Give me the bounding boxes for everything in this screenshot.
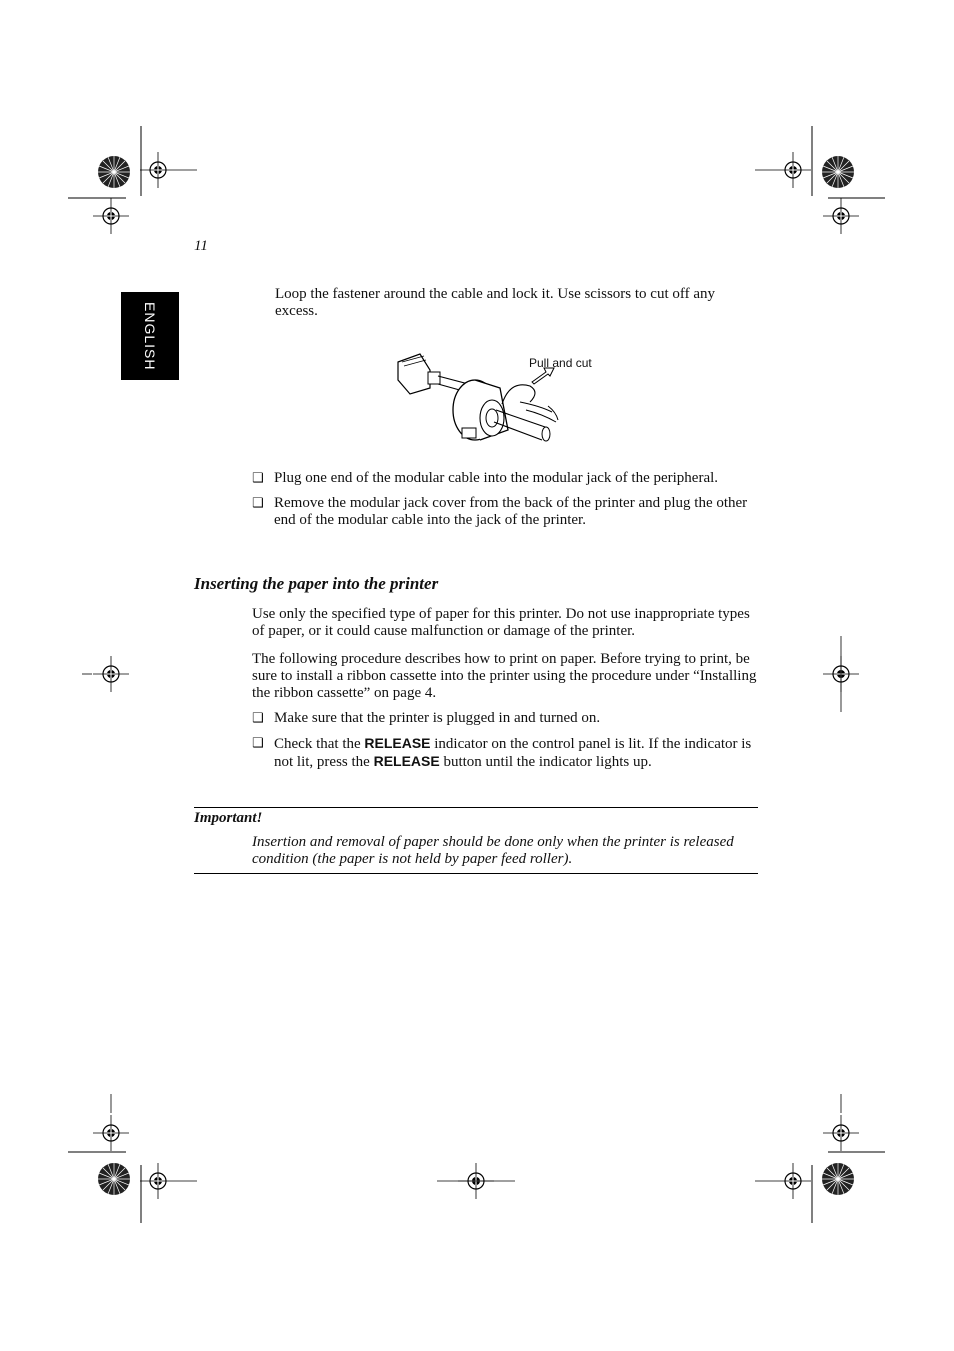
step-text-part: indicator on the control panel is lit. If the indicator is not lit, press the — [274, 736, 752, 770]
list-item-text: Remove the modular jack cover from the back of the printer and plug the other end of the modular cable into the jack of the printer. — [274, 495, 748, 528]
step-text-part: button until the indicator lights up. — [439, 754, 652, 770]
important-body: Insertion and removal of paper should be done only when the printer is released condition (the paper is not held by paper feed roller). — [252, 834, 734, 867]
paper-type-paragraph: Use only the specified type of paper for this printer. Do not use inappropriate types of paper, or it could cause malfunction or damage of the printer. — [252, 606, 750, 639]
paper-steps-list — [252, 710, 762, 779]
language-tab — [121, 292, 179, 380]
cable-illustration — [380, 340, 630, 460]
list-item-text: Plug one end of the modular cable into the modular jack of the peripheral. — [274, 470, 719, 486]
important-bottom-rule — [194, 873, 758, 874]
important-title: Important! — [194, 810, 263, 826]
checkbox-bullet-icon: ❑ — [252, 736, 264, 751]
page-number: 11 — [194, 238, 208, 254]
cable-steps-list — [252, 470, 760, 537]
language-tab-label: ENGLISH — [142, 301, 158, 371]
cable-fastener-figure — [380, 340, 630, 460]
list-item-text: Make sure that the printer is plugged in and turned on. — [274, 710, 601, 726]
list-item-text — [274, 735, 762, 771]
list-item — [252, 710, 762, 727]
important-top-rule — [194, 807, 758, 808]
procedure-paragraph: The following procedure describes how to print on paper. Before trying to print, be sure to install a ribbon cassette into the printer using the procedure under “Installing the ribbon cassette” on page 4. — [252, 651, 757, 701]
release-key-label: RELEASE — [373, 753, 440, 769]
section-heading: Inserting the paper into the printer — [194, 574, 439, 593]
checkbox-bullet-icon: ❑ — [252, 471, 264, 486]
list-item — [252, 495, 760, 529]
figure-label: Pull and cut — [529, 356, 592, 370]
release-key-label: RELEASE — [364, 735, 431, 751]
intro-paragraph: Loop the fastener around the cable and lock it. Use scissors to cut off any excess. — [275, 286, 716, 319]
checkbox-bullet-icon: ❑ — [252, 711, 264, 726]
step-text-part: Check that the — [274, 736, 365, 752]
list-item — [252, 735, 762, 771]
list-item — [252, 470, 760, 487]
checkbox-bullet-icon: ❑ — [252, 496, 264, 511]
